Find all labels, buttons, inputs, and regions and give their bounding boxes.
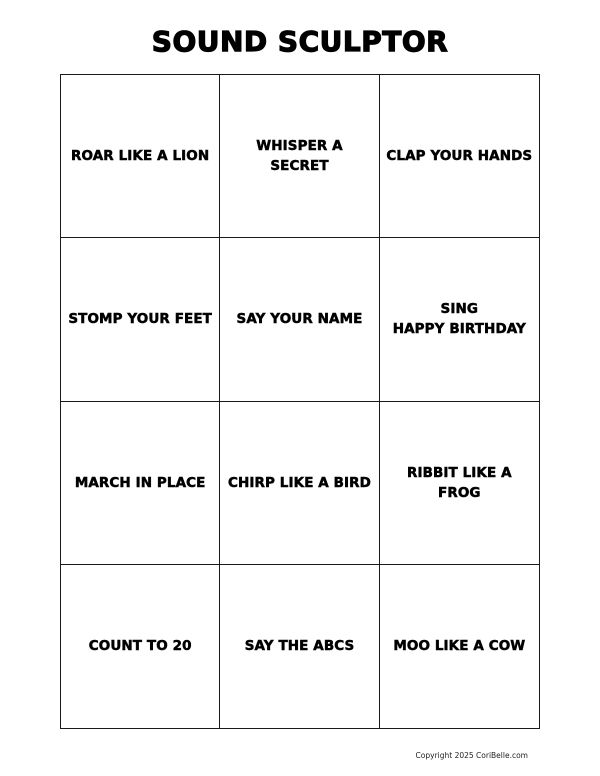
cell-label: ROAR LIKE A LION bbox=[71, 148, 210, 165]
copyright-footer: Copyright 2025 CoriBelle.com bbox=[415, 751, 528, 760]
grid-cell-stomp-your-feet bbox=[61, 238, 220, 401]
cell-label: CLAP YOUR HANDS bbox=[386, 148, 533, 165]
cell-label: SING HAPPY BIRTHDAY bbox=[392, 301, 526, 338]
cell-label: SAY THE ABCS bbox=[244, 638, 355, 655]
page-title: SOUND SCULPTOR bbox=[151, 25, 449, 58]
grid-cell-march-in-place bbox=[61, 402, 220, 565]
cell-label: SAY YOUR NAME bbox=[236, 311, 363, 328]
grid-cell-whisper-a-secret bbox=[220, 75, 379, 238]
cell-label: WHISPER A SECRET bbox=[256, 138, 343, 175]
grid-cell-moo-like-a-cow bbox=[380, 565, 539, 728]
grid-cell-clap-your-hands bbox=[380, 75, 539, 238]
cell-label: MARCH IN PLACE bbox=[74, 474, 206, 491]
grid-cell-count-to-20 bbox=[61, 565, 220, 728]
cell-label: STOMP YOUR FEET bbox=[68, 311, 212, 328]
cell-label: RIBBIT LIKE A FROG bbox=[406, 464, 512, 501]
grid-cell-say-the-abcs bbox=[220, 565, 379, 728]
grid-cell-ribbit-like-a-frog bbox=[380, 402, 539, 565]
grid-cell-roar-like-a-lion bbox=[61, 75, 220, 238]
cell-label: COUNT TO 20 bbox=[88, 638, 192, 655]
cell-label: CHIRP LIKE A BIRD bbox=[227, 474, 371, 491]
activity-grid bbox=[60, 74, 540, 729]
grid-cell-say-your-name bbox=[220, 238, 379, 401]
cell-label: MOO LIKE A COW bbox=[393, 638, 526, 655]
grid-cell-chirp-like-a-bird bbox=[220, 402, 379, 565]
grid-cell-sing-happy-birthday bbox=[380, 238, 539, 401]
